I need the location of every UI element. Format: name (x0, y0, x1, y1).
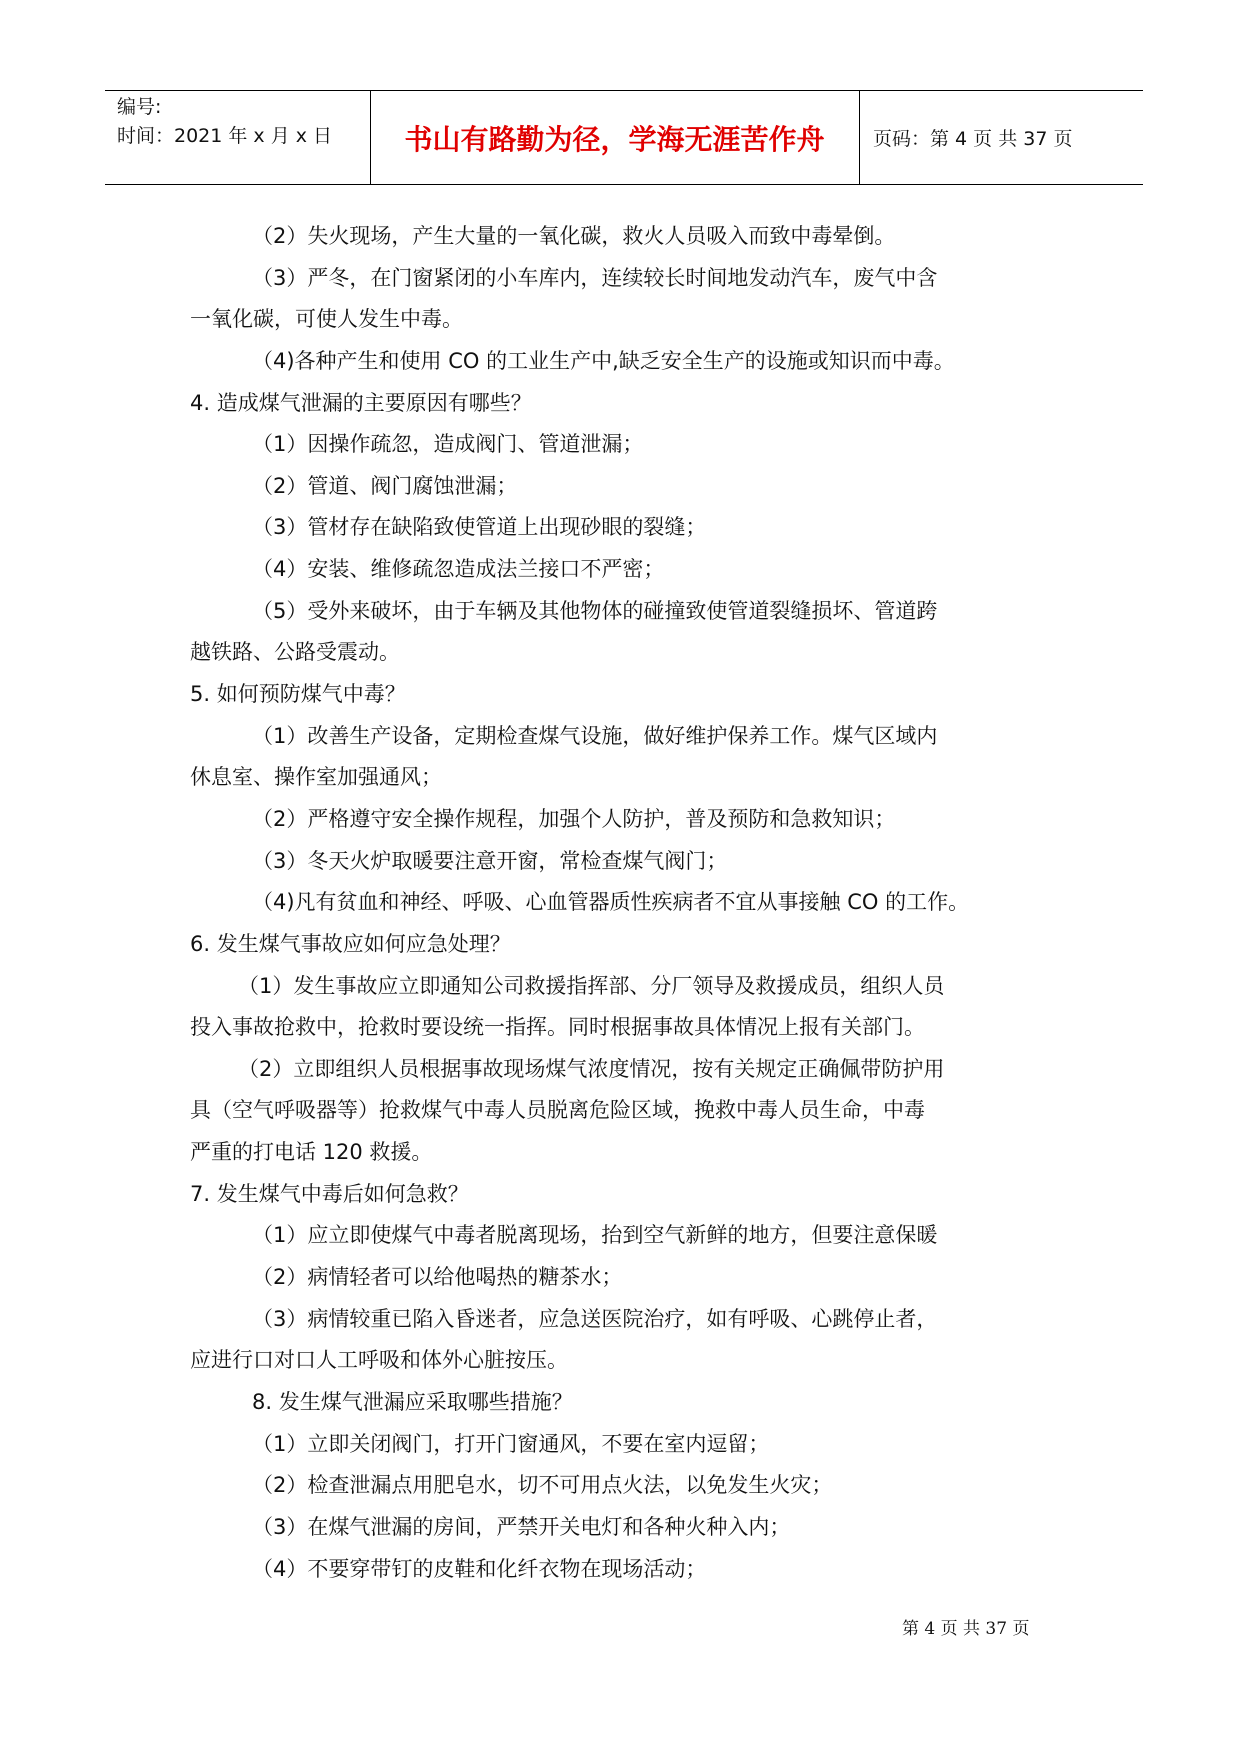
document-body (190, 216, 1060, 1590)
paragraph-line: （2）管道、阀门腐蚀泄漏； (252, 473, 518, 498)
paragraph-line: 严重的打电话 120 救援。 (190, 1140, 433, 1165)
paragraph-line: （5）受外来破坏，由于车辆及其他物体的碰撞致使管道裂缝损坏、管道跨 (252, 598, 938, 623)
section-heading: 4. 造成煤气泄漏的主要原因有哪些？ (190, 390, 532, 415)
paragraph-line: （3）在煤气泄漏的房间，严禁开关电灯和各种火种入内； (252, 1514, 791, 1539)
paragraph-line: （2）立即组织人员根据事故现场煤气浓度情况，按有关规定正确佩带防护用 (238, 1056, 945, 1081)
paragraph-line: （2）检查泄漏点用肥皂水，切不可用点火法，以免发生火灾； (252, 1473, 833, 1498)
header-meta (117, 93, 367, 151)
document-header (105, 90, 1143, 185)
paragraph-line: 应进行口对口人工呼吸和体外心脏按压。 (190, 1348, 568, 1373)
paragraph-line: 投入事故抢救中，抢救时要设统一指挥。同时根据事故具体情况上报有关部门。 (190, 1015, 925, 1040)
paragraph-line: （4）安装、维修疏忽造成法兰接口不严密； (252, 557, 665, 582)
paragraph-line: （1）改善生产设备，定期检查煤气设施，做好维护保养工作。煤气区域内 (252, 723, 938, 748)
paragraph-line: （2）严格遵守安全操作规程，加强个人防护，普及预防和急救知识； (252, 806, 896, 831)
paragraph-line: （4）不要穿带钉的皮鞋和化纤衣物在现场活动； (252, 1556, 707, 1581)
paragraph-line: （4)各种产生和使用 CO 的工业生产中,缺乏安全生产的设施或知识而中毒。 (252, 348, 955, 373)
paragraph-line: （1）因操作疏忽，造成阀门、管道泄漏； (252, 432, 644, 457)
header-divider (859, 91, 860, 184)
paragraph-line: （3）管材存在缺陷致使管道上出现砂眼的裂缝； (252, 515, 707, 540)
paragraph-line: （1）应立即使煤气中毒者脱离现场，抬到空气新鲜的地方，但要注意保暖 (252, 1223, 938, 1248)
paragraph-line: 休息室、操作室加强通风； (190, 765, 442, 790)
header-page-number: 页码：第 4 页 共 37 页 (873, 128, 1073, 150)
paragraph-line: 一氧化碳，可使人发生中毒。 (190, 307, 463, 332)
paragraph-line: （1）发生事故应立即通知公司救援指挥部、分厂领导及救援成员，组织人员 (238, 973, 945, 998)
document-number-label: 编号: (117, 96, 162, 118)
paragraph-line: （3）病情较重已陷入昏迷者，应急送医院治疗，如有呼吸、心跳停止者， (252, 1306, 938, 1331)
paragraph-line: （3）严冬，在门窗紧闭的小车库内，连续较长时间地发动汽车，废气中含 (252, 265, 938, 290)
section-heading: 6. 发生煤气事故应如何应急处理？ (190, 931, 511, 956)
paragraph-line: 越铁路、公路受震动。 (190, 640, 400, 665)
section-heading: 7. 发生煤气中毒后如何急救？ (190, 1181, 469, 1206)
header-motto: 书山有路勤为径，学海无涯苦作舟 (404, 122, 825, 156)
header-divider (370, 91, 371, 184)
paragraph-line: （3）冬天火炉取暖要注意开窗，常检查煤气阀门； (252, 848, 728, 873)
section-heading: 8. 发生煤气泄漏应采取哪些措施？ (252, 1389, 573, 1414)
paragraph-line: 具（空气呼吸器等）抢救煤气中毒人员脱离危险区域，挽救中毒人员生命，中毒 (190, 1098, 925, 1123)
page-footer: 第 4 页 共 37 页 (902, 1619, 1030, 1639)
document-time-label: 时间：2021 年 x 月 x 日 (117, 125, 333, 147)
paragraph-line: （2）失火现场，产生大量的一氧化碳，救火人员吸入而致中毒晕倒。 (252, 224, 896, 248)
paragraph-line: （1）立即关闭阀门，打开门窗通风，不要在室内逗留； (252, 1431, 770, 1456)
paragraph-line: （2）病情轻者可以给他喝热的糖茶水； (252, 1265, 623, 1290)
section-heading: 5. 如何预防煤气中毒？ (190, 682, 406, 707)
paragraph-line: （4)凡有贫血和神经、呼吸、心血管器质性疾病者不宜从事接触 CO 的工作。 (252, 890, 970, 915)
